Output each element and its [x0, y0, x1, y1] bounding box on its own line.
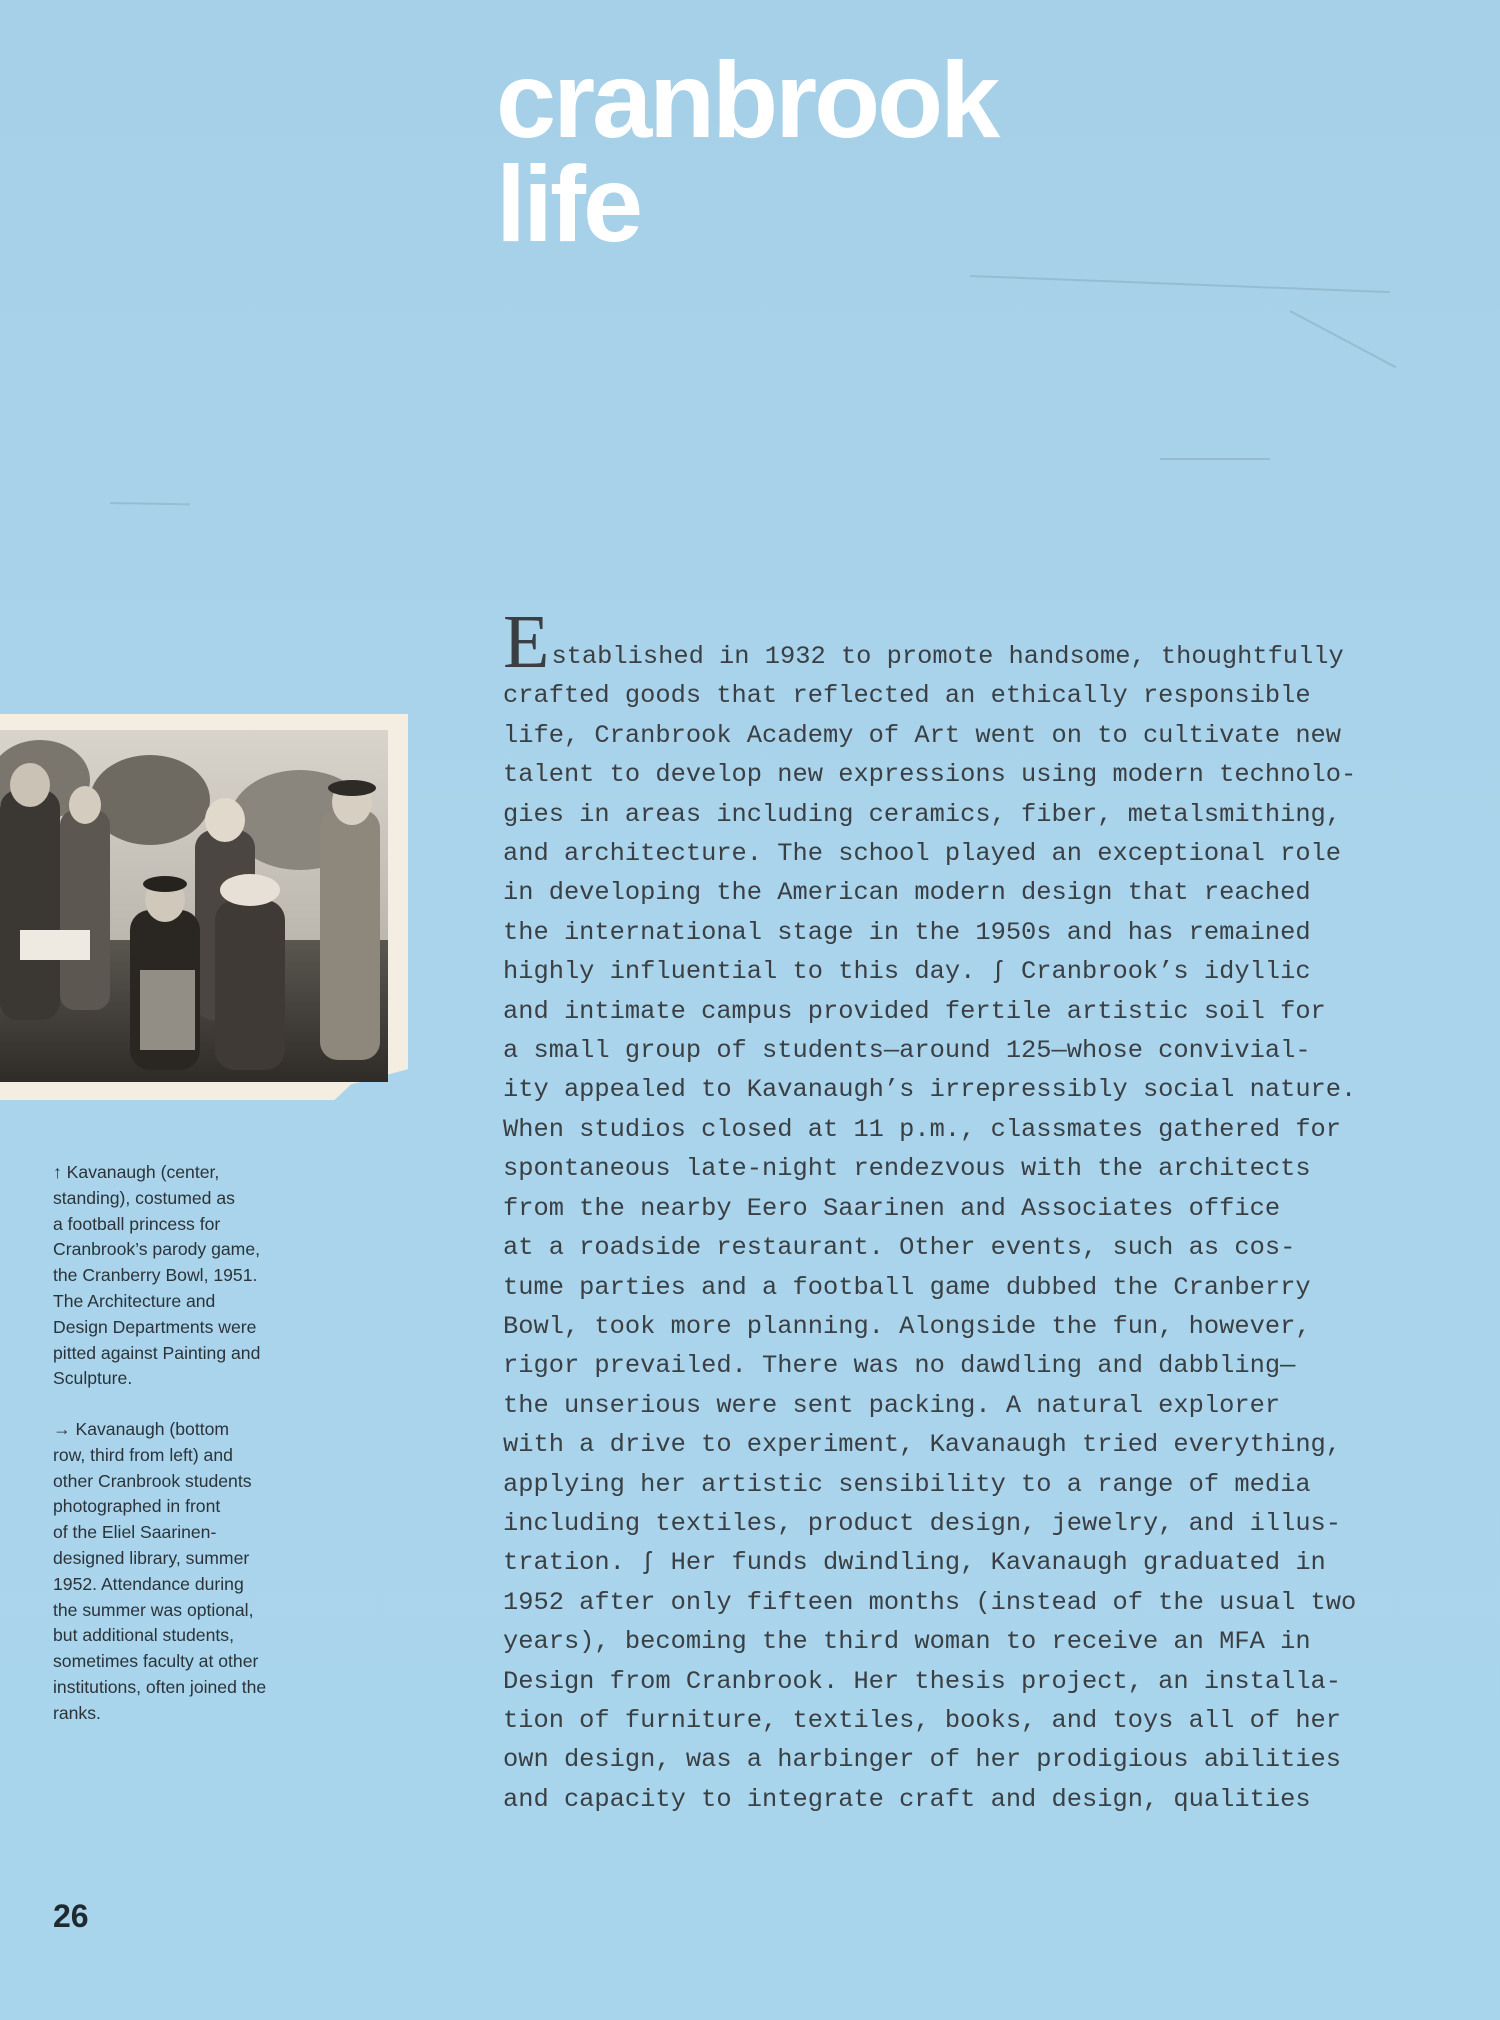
- body-line: with a drive to experiment, Kavanaugh tried everything,: [503, 1430, 1342, 1460]
- page-number: 26: [53, 1898, 89, 1934]
- body-paragraph: [503, 600, 1423, 1819]
- caption-line: The Architecture and: [53, 1290, 216, 1311]
- caption-line: designed library, summer: [53, 1547, 250, 1568]
- caption-line: but additional students,: [53, 1625, 234, 1646]
- page-title: [496, 39, 998, 264]
- body-line: own design, was a harbinger of her prodigious abilities: [503, 1745, 1342, 1775]
- caption-line: → Kavanaugh (bottom: [53, 1419, 230, 1439]
- body-line: applying her artistic sensibility to a range of media: [503, 1469, 1311, 1499]
- body-line: gies in areas including ceramics, fiber, metalsmithing,: [503, 799, 1342, 829]
- body-line: years), becoming the third woman to receive an MFA in: [503, 1627, 1311, 1657]
- caption-line: 1952. Attendance during: [53, 1573, 244, 1594]
- body-line: rigor prevailed. There was no dawdling and dabbling—: [503, 1351, 1296, 1381]
- caption-line: Cranbrook’s parody game,: [53, 1239, 261, 1260]
- body-line: and architecture. The school played an exceptional role: [503, 839, 1342, 869]
- caption-line: institutions, often joined the: [53, 1676, 267, 1697]
- body-line: the unserious were sent packing. A natural explorer: [503, 1390, 1281, 1420]
- photo-caption-1: [53, 1160, 303, 1392]
- body-line: crafted goods that reflected an ethically responsible: [503, 681, 1311, 711]
- body-line: and intimate campus provided fertile artistic soil for: [503, 996, 1326, 1026]
- body-line: spontaneous late-night rendezvous with the architects: [503, 1154, 1311, 1184]
- title-line-1: cranbrook: [496, 39, 998, 160]
- photo-caption-2: [53, 1417, 303, 1727]
- historical-photo: [0, 730, 388, 1082]
- caption-line: pitted against Painting and: [53, 1342, 261, 1363]
- body-first-line: [503, 600, 1423, 684]
- body-line: and capacity to integrate craft and design, qualities: [503, 1784, 1311, 1814]
- body-line: including textiles, product design, jewelry, and illus-: [503, 1508, 1342, 1538]
- body-line: in developing the American modern design that reached: [503, 878, 1311, 908]
- caption-line: of the Eliel Saarinen-: [53, 1522, 217, 1543]
- caption-line: ↑ Kavanaugh (center,: [53, 1162, 220, 1182]
- caption-line: Design Departments were: [53, 1316, 257, 1337]
- body-line: ity appealed to Kavanaugh’s irrepressibly social nature.: [503, 1075, 1357, 1105]
- body-line: When studios closed at 11 p.m., classmates gathered for: [503, 1114, 1342, 1144]
- body-line: Bowl, took more planning. Alongside the fun, however,: [503, 1311, 1311, 1341]
- body-line: 1952 after only fifteen months (instead of the usual two: [503, 1587, 1357, 1617]
- caption-line: the summer was optional,: [53, 1599, 254, 1620]
- caption-line: other Cranbrook students: [53, 1470, 252, 1491]
- body-line: the international stage in the 1950s and has remained: [503, 917, 1311, 947]
- body-line: life, Cranbrook Academy of Art went on to cultivate new: [503, 720, 1342, 750]
- body-line: tration. ʃ Her funds dwindling, Kavanaugh graduated in: [503, 1548, 1326, 1578]
- caption-line: ranks.: [53, 1702, 101, 1723]
- body-line: at a roadside restaurant. Other events, such as cos-: [503, 1233, 1296, 1263]
- body-line: talent to develop new expressions using modern technolo-: [503, 760, 1357, 790]
- body-first-line-text: stablished in 1932 to promote handsome, thoughtfully: [551, 642, 1344, 671]
- caption-line: photographed in front: [53, 1496, 221, 1517]
- photo-image: [0, 730, 388, 1082]
- caption-line: the Cranberry Bowl, 1951.: [53, 1265, 258, 1286]
- caption-line: Sculpture.: [53, 1368, 133, 1389]
- drop-cap: E: [503, 600, 550, 684]
- caption-line: standing), costumed as: [53, 1187, 235, 1208]
- body-line: Design from Cranbrook. Her thesis project, an installa-: [503, 1666, 1342, 1696]
- body-line: highly influential to this day. ʃ Cranbrook’s idyllic: [503, 957, 1311, 987]
- body-line: from the nearby Eero Saarinen and Associates office: [503, 1193, 1281, 1223]
- body-line: tion of furniture, textiles, books, and toys all of her: [503, 1705, 1342, 1735]
- body-line: tume parties and a football game dubbed the Cranberry: [503, 1272, 1311, 1302]
- caption-line: row, third from left) and: [53, 1444, 233, 1465]
- title-line-2: life: [496, 143, 641, 264]
- paper-scratch: [1160, 458, 1270, 460]
- caption-line: sometimes faculty at other: [53, 1651, 259, 1672]
- caption-line: a football princess for: [53, 1213, 221, 1234]
- body-line: a small group of students—around 125—whose convivial-: [503, 1036, 1311, 1066]
